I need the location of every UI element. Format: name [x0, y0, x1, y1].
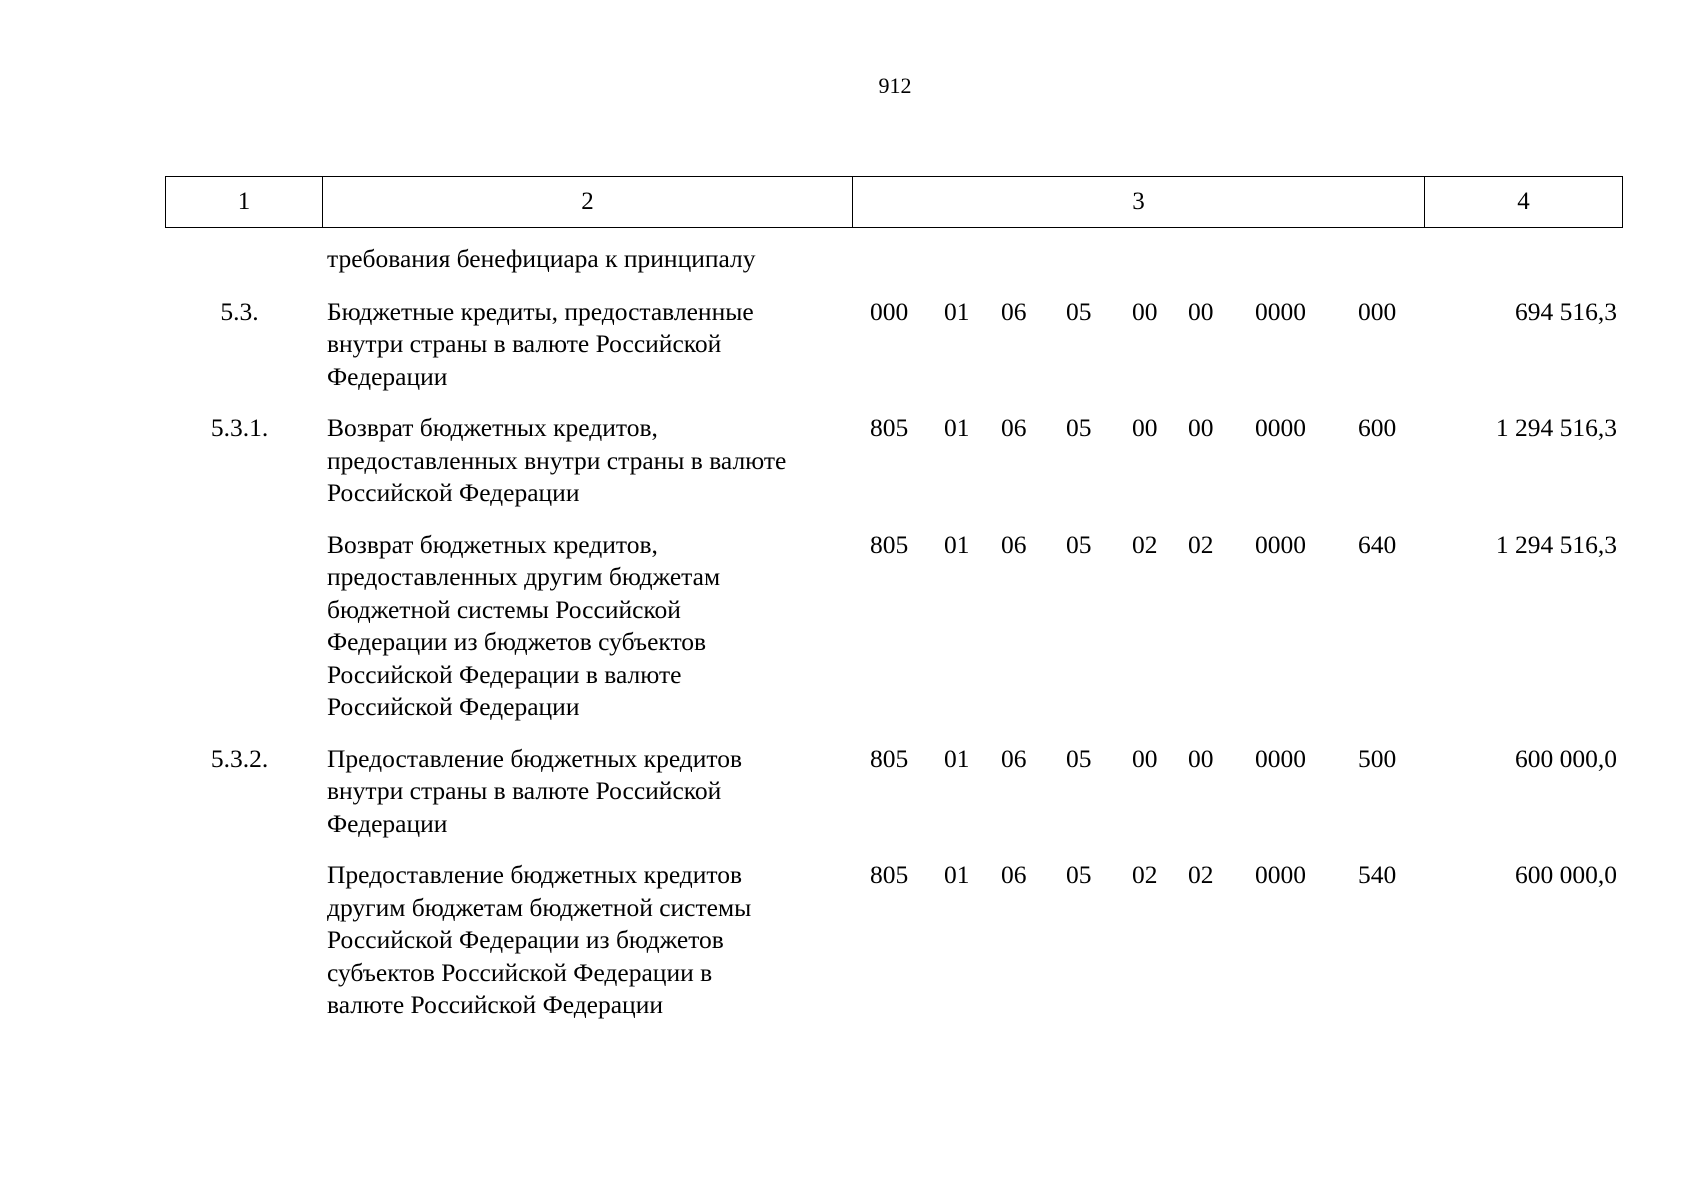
row-number: 5.3.2. — [210, 743, 269, 773]
row-amount: 600 000,0 — [1515, 743, 1617, 773]
code-part-7: 0000 — [1255, 860, 1306, 889]
code-part-2: 01 — [944, 743, 970, 773]
code-part-2: 01 — [944, 296, 970, 326]
description-line: Предоставление бюджетных кредитов — [327, 860, 743, 889]
description-line: бюджетной системы Российской — [327, 594, 681, 624]
code-part-1: 805 — [870, 743, 909, 773]
code-part-3: 06 — [1001, 743, 1027, 773]
table-row — [0, 859, 1697, 1022]
code-part-2: 01 — [944, 413, 970, 442]
code-part-7: 0000 — [1255, 413, 1306, 442]
row-description — [327, 743, 847, 841]
code-part-6: 00 — [1188, 413, 1214, 442]
code-part-5: 00 — [1132, 296, 1158, 326]
row-description — [327, 529, 847, 724]
code-part-8: 640 — [1358, 529, 1397, 559]
continuation-row — [0, 243, 1697, 276]
description-line: Возврат бюджетных кредитов, — [327, 529, 658, 559]
code-part-4: 05 — [1066, 529, 1092, 559]
table-header — [165, 176, 1623, 228]
table-row — [0, 743, 1697, 841]
code-part-4: 05 — [1066, 743, 1092, 773]
table-row — [0, 529, 1697, 724]
row-number: 5.3.1. — [210, 413, 269, 442]
code-part-3: 06 — [1001, 529, 1027, 559]
code-part-2: 01 — [944, 529, 970, 559]
header-col-4: 4 — [1424, 177, 1622, 227]
header-col-2: 2 — [322, 177, 852, 227]
row-amount: 600 000,0 — [1515, 860, 1617, 889]
description-line: Российской Федерации из бюджетов — [327, 925, 724, 954]
description-line: Федерации из бюджетов субъектов — [327, 627, 707, 656]
table-row — [0, 412, 1697, 510]
code-part-5: 02 — [1132, 860, 1158, 889]
description-line: другим бюджетам бюджетной системы — [327, 892, 752, 922]
code-part-5: 00 — [1132, 743, 1158, 773]
row-amount: 1 294 516,3 — [1495, 413, 1617, 442]
code-part-5: 00 — [1132, 413, 1158, 442]
description-line: валюте Российской Федерации — [327, 990, 663, 1019]
code-part-3: 06 — [1001, 413, 1027, 442]
code-part-8: 540 — [1358, 860, 1397, 889]
code-part-8: 600 — [1358, 413, 1397, 442]
code-part-1: 000 — [870, 296, 909, 326]
description-line: Предоставление бюджетных кредитов — [327, 743, 743, 773]
code-part-1: 805 — [870, 529, 909, 559]
header-col-1: 1 — [237, 188, 251, 215]
description-line: субъектов Российской Федерации в — [327, 957, 713, 987]
code-part-4: 05 — [1066, 413, 1092, 442]
description-line: внутри страны в валюте Российской — [327, 776, 722, 805]
code-part-7: 0000 — [1255, 296, 1306, 326]
description-line: Российской Федерации — [327, 478, 580, 507]
code-part-1: 805 — [870, 413, 909, 442]
row-description — [327, 859, 847, 1022]
description-line: внутри страны в валюте Российской — [327, 329, 722, 358]
code-part-6: 02 — [1188, 860, 1214, 889]
code-part-8: 500 — [1358, 743, 1397, 773]
description-line: Федерации — [327, 808, 448, 838]
table-row — [0, 296, 1697, 394]
code-part-6: 02 — [1188, 529, 1214, 559]
code-part-7: 0000 — [1255, 743, 1306, 773]
table-body — [0, 243, 1697, 1041]
description-line: Бюджетные кредиты, предоставленные — [327, 296, 754, 326]
code-part-5: 02 — [1132, 529, 1158, 559]
description-line: Российской Федерации — [327, 692, 580, 721]
code-part-7: 0000 — [1255, 529, 1306, 559]
code-part-4: 05 — [1066, 296, 1092, 326]
code-part-8: 000 — [1358, 296, 1397, 326]
row-description — [327, 296, 847, 394]
code-part-2: 01 — [944, 860, 970, 889]
description-line: предоставленных внутри страны в валюте — [327, 445, 787, 475]
code-part-3: 06 — [1001, 296, 1027, 326]
code-part-6: 00 — [1188, 296, 1214, 326]
description-line: Федерации — [327, 361, 448, 391]
header-col-3: 3 — [852, 177, 1424, 227]
table-rows — [0, 296, 1697, 1022]
page-number: 912 — [878, 73, 912, 98]
code-part-3: 06 — [1001, 860, 1027, 889]
row-amount: 694 516,3 — [1515, 296, 1617, 326]
row-number: 5.3. — [220, 296, 259, 326]
code-part-4: 05 — [1066, 860, 1092, 889]
description-line: предоставленных другим бюджетам — [327, 562, 721, 591]
code-part-6: 00 — [1188, 743, 1214, 773]
row-amount: 1 294 516,3 — [1495, 529, 1617, 559]
description-line: Возврат бюджетных кредитов, — [327, 413, 658, 442]
description-line: Российской Федерации в валюте — [327, 659, 682, 689]
continuation-text: требования бенефициара к принципалу — [327, 244, 756, 273]
row-description — [327, 412, 847, 510]
code-part-1: 805 — [870, 860, 909, 889]
